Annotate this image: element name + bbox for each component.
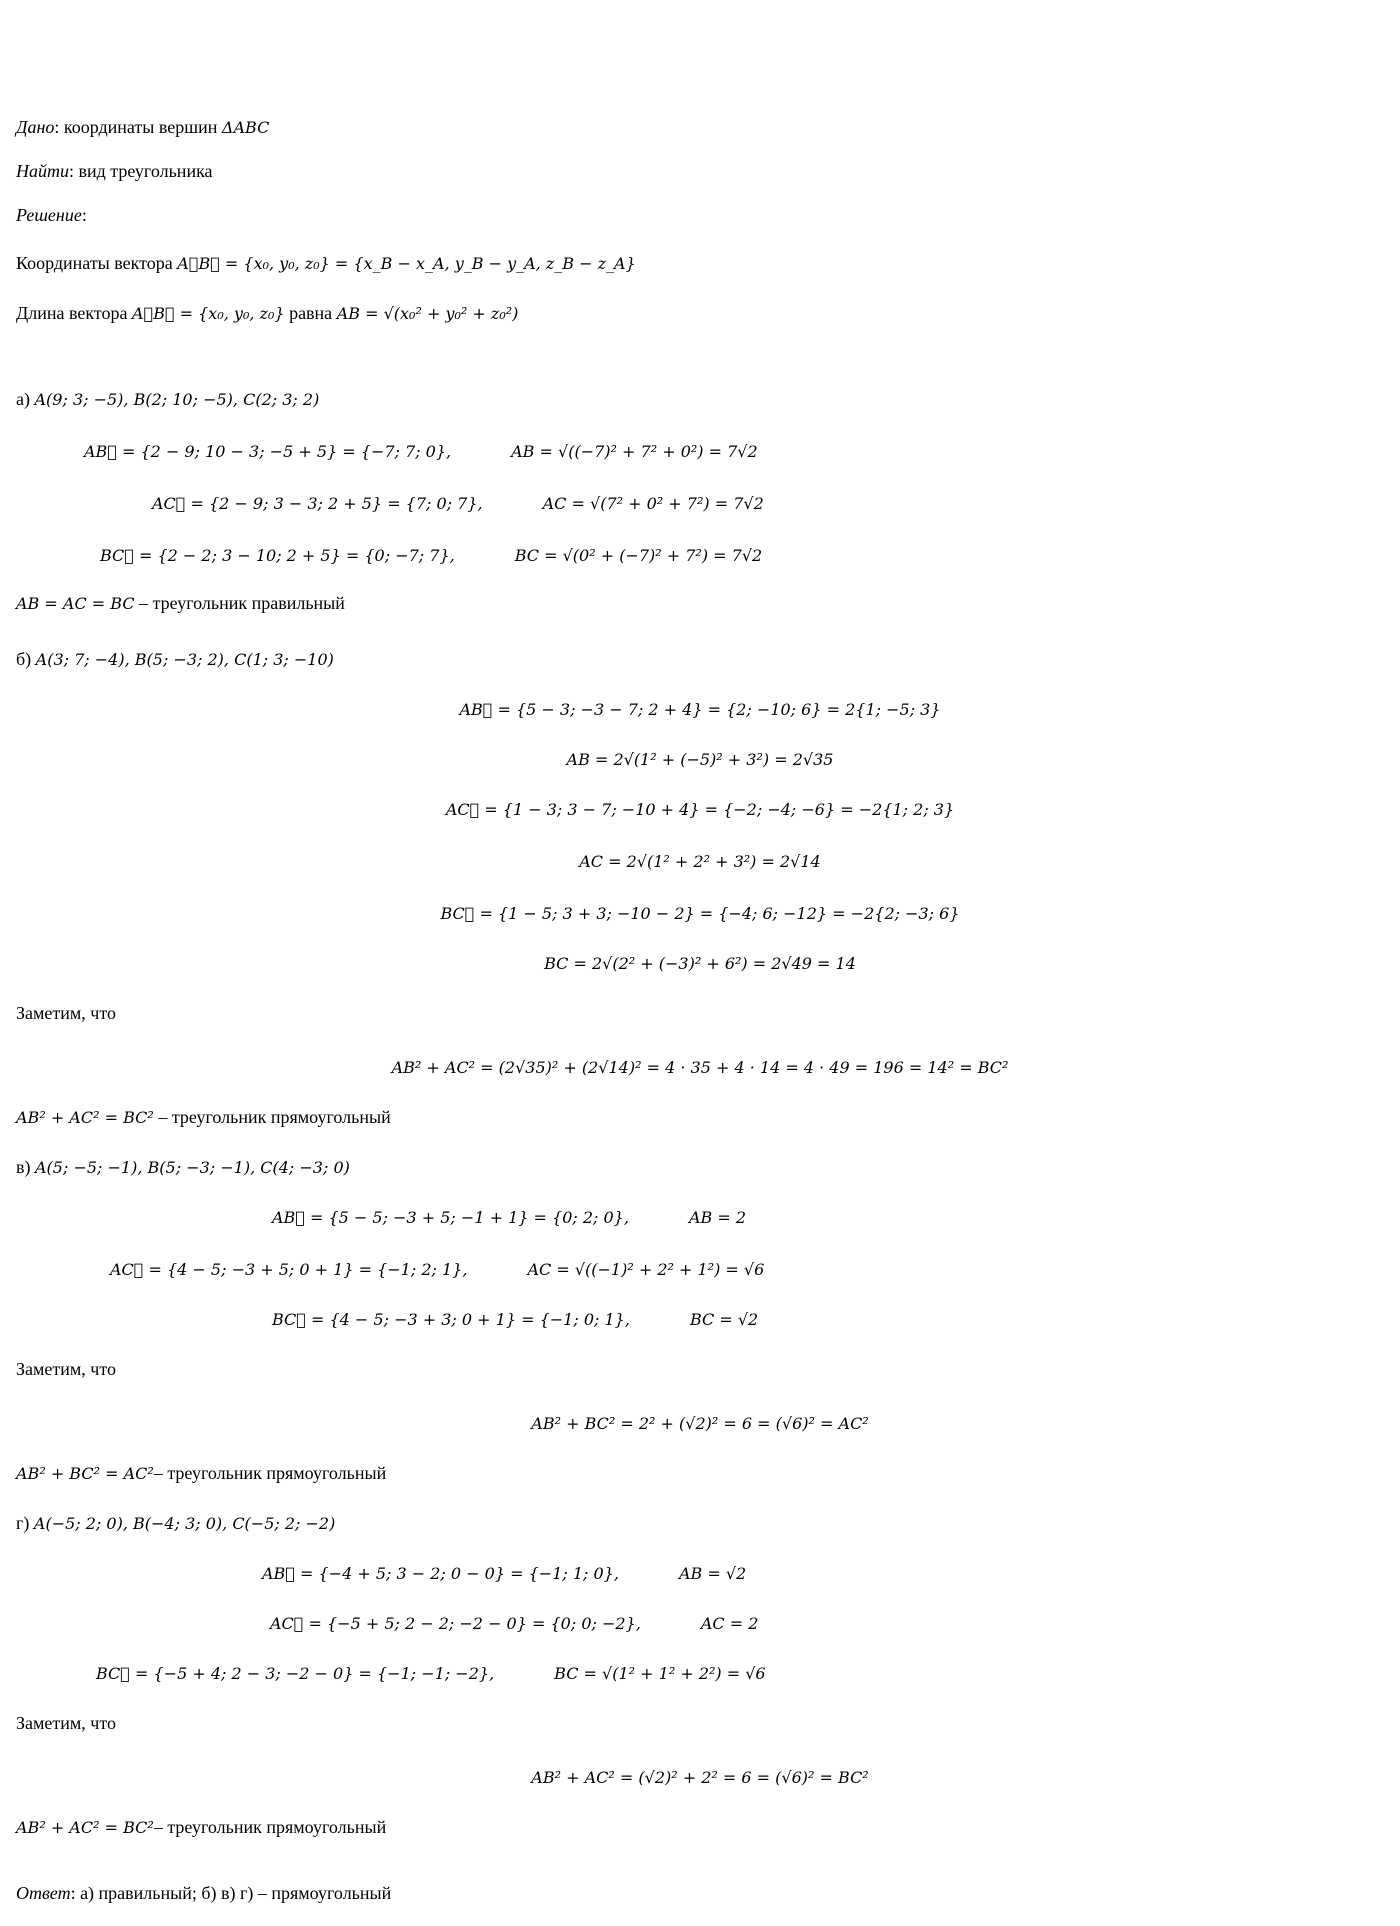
part-a-ac-vector: AC⃗ = {2 − 9; 3 − 3; 2 + 5} = {7; 0; 7}, [152, 494, 483, 513]
part-v-concl-text: – треугольник прямоугольный [153, 1463, 387, 1483]
length-math2: AB = √(x₀² + y₀² + z₀²) [336, 304, 519, 323]
find-label: Найти [16, 161, 69, 181]
part-b-ac-length-math: AC = 2√(1² + 2² + 3²) = 2√14 [579, 852, 821, 871]
answer-line [0, 1870, 1400, 1916]
part-g-points-math: A(−5; 2; 0), B(−4; 3; 0), C(−5; 2; −2) [33, 1514, 336, 1533]
part-v-label: в) [16, 1157, 35, 1177]
part-b-ac-length [0, 838, 1400, 885]
solution-line [0, 192, 1400, 238]
part-b-ac-vector [0, 786, 1400, 833]
length-text2: равна [284, 303, 337, 323]
find-line [0, 148, 1400, 194]
part-v-check-math: AB² + BC² = 2² + (√2)² = 6 = (√6)² = AC² [531, 1414, 869, 1433]
part-b-points-math: A(3; 7; −4), B(5; −3; 2), C(1; 3; −10) [35, 650, 334, 669]
coords-math: A⃗B⃗ = {x₀, y₀, z₀} = {x_B − x_A, y_B − y_A, z_B − z_A} [177, 254, 636, 273]
part-b-note [0, 990, 1400, 1036]
part-a-bc-vector: BC⃗ = {2 − 2; 3 − 10; 2 + 5} = {0; −7; 7}, [100, 546, 455, 565]
part-a-ab-vector: AB⃗ = {2 − 9; 10 − 3; −5 + 5} = {−7; 7; 0}, [84, 442, 452, 461]
part-g-ac-vector: AC⃗ = {−5 + 5; 2 − 2; −2 − 0} = {0; 0; −2}, [270, 1614, 641, 1633]
part-v-ac-vector: AC⃗ = {4 − 5; −3 + 5; 0 + 1} = {−1; 2; 1}, [110, 1260, 468, 1279]
part-g-ac-line [0, 1600, 1400, 1647]
part-b-concl-math: AB² + AC² = BC² [16, 1108, 154, 1127]
part-a-label: а) [16, 389, 35, 409]
part-g-concl-math: AB² + AC² = BC² [16, 1818, 154, 1837]
length-math: A⃗B⃗ = {x₀, y₀, z₀} [132, 304, 285, 323]
part-b-bc-vector [0, 890, 1400, 937]
part-g-bc-length: BC = √(1² + 1² + 2²) = √6 [554, 1664, 766, 1683]
length-text: Длина вектора [16, 303, 133, 323]
part-b-check [0, 1044, 1400, 1091]
part-v-concl-math: AB² + BC² = AC² [16, 1464, 154, 1483]
part-v-ac-line [0, 1246, 1400, 1293]
coords-formula-line [0, 240, 1400, 287]
part-b-ab-vector [0, 686, 1400, 733]
part-a-ac-line [0, 480, 1400, 527]
solution-label: Решение [16, 205, 82, 225]
solution-text: : [81, 205, 87, 225]
part-g-bc-line [0, 1650, 1400, 1697]
part-g-conclusion [0, 1804, 1400, 1851]
given-math: ΔABC [221, 118, 270, 137]
answer-text: : а) правильный; б) в) г) – прямоугольный [70, 1883, 392, 1903]
part-a-points [0, 376, 1400, 423]
part-b-check-math: AB² + AC² = (2√35)² + (2√14)² = 4 · 35 + 4 · 14 = 4 · 49 = 196 = 14² = BC² [391, 1058, 1009, 1077]
given-text: : координаты вершин [54, 117, 222, 137]
part-v-ab-vector: AB⃗ = {5 − 5; −3 + 5; −1 + 1} = {0; 2; 0}, [272, 1208, 629, 1227]
part-g-ab-vector: AB⃗ = {−4 + 5; 3 − 2; 0 − 0} = {−1; 1; 0}, [262, 1564, 619, 1583]
find-text: : вид треугольника [69, 161, 213, 181]
coords-text: Координаты вектора [16, 253, 178, 273]
answer-label: Ответ [16, 1883, 71, 1903]
part-b-ab-length [0, 736, 1400, 783]
part-a-concl-text: – треугольник правильный [134, 593, 345, 613]
part-v-ac-length: AC = √((−1)² + 2² + 1²) = √6 [527, 1260, 765, 1279]
part-v-note-text: Заметим, что [16, 1359, 116, 1379]
part-g-ab-length: AB = √2 [678, 1564, 747, 1583]
part-v-ab-line [0, 1194, 1400, 1241]
part-b-bc-vector-math: BC⃗ = {1 − 5; 3 + 3; −10 − 2} = {−4; 6; −12} = −2{2; −3; 6} [440, 904, 960, 923]
part-b-points [0, 636, 1400, 683]
part-a-bc-line [0, 532, 1400, 579]
part-b-conclusion [0, 1094, 1400, 1141]
part-g-note-text: Заметим, что [16, 1713, 116, 1733]
part-a-ab-line [0, 428, 1400, 475]
part-g-ab-line [0, 1550, 1400, 1597]
part-b-label: б) [16, 649, 36, 669]
part-b-ac-vector-math: AC⃗ = {1 − 3; 3 − 7; −10 + 4} = {−2; −4; −6} = −2{1; 2; 3} [445, 800, 955, 819]
part-a-ab-length: AB = √((−7)² + 7² + 0²) = 7√2 [511, 442, 758, 461]
part-g-concl-text: – треугольник прямоугольный [153, 1817, 387, 1837]
part-a-points-math: A(9; 3; −5), B(2; 10; −5), C(2; 3; 2) [34, 390, 320, 409]
part-v-points-math: A(5; −5; −1), B(5; −3; −1), C(4; −3; 0) [35, 1158, 350, 1177]
part-a-ac-length: AC = √(7² + 0² + 7²) = 7√2 [542, 494, 764, 513]
part-g-points [0, 1500, 1400, 1547]
part-b-ab-length-math: AB = 2√(1² + (−5)² + 3²) = 2√35 [566, 750, 834, 769]
part-g-check [0, 1754, 1400, 1801]
part-b-concl-text: – треугольник прямоугольный [153, 1107, 391, 1127]
part-v-check [0, 1400, 1400, 1447]
length-formula-line [0, 290, 1400, 337]
given-line [0, 104, 1400, 151]
part-g-ac-length: AC = 2 [700, 1614, 759, 1633]
part-v-bc-line [0, 1296, 1400, 1343]
part-v-ab-length: AB = 2 [688, 1208, 747, 1227]
part-b-bc-length-math: BC = 2√(2² + (−3)² + 6²) = 2√49 = 14 [544, 954, 856, 973]
part-g-label: г) [16, 1513, 34, 1533]
part-g-bc-vector: BC⃗ = {−5 + 4; 2 − 3; −2 − 0} = {−1; −1; −2}, [96, 1664, 495, 1683]
part-v-conclusion [0, 1450, 1400, 1497]
part-v-note [0, 1346, 1400, 1392]
part-a-conclusion [0, 580, 1400, 627]
part-g-check-math: AB² + AC² = (√2)² + 2² = 6 = (√6)² = BC² [531, 1768, 869, 1787]
part-g-note [0, 1700, 1400, 1746]
part-b-ab-vector-math: AB⃗ = {5 − 3; −3 − 7; 2 + 4} = {2; −10; 6} = 2{1; −5; 3} [459, 700, 941, 719]
part-b-bc-length [0, 940, 1400, 987]
given-label: Дано [16, 117, 55, 137]
part-v-points [0, 1144, 1400, 1191]
part-v-bc-vector: BC⃗ = {4 − 5; −3 + 3; 0 + 1} = {−1; 0; 1}, [272, 1310, 630, 1329]
part-v-bc-length: BC = √2 [689, 1310, 759, 1329]
part-b-note-text: Заметим, что [16, 1003, 116, 1023]
part-a-concl-math: AB = AC = BC [16, 594, 135, 613]
part-a-bc-length: BC = √(0² + (−7)² + 7²) = 7√2 [514, 546, 763, 565]
